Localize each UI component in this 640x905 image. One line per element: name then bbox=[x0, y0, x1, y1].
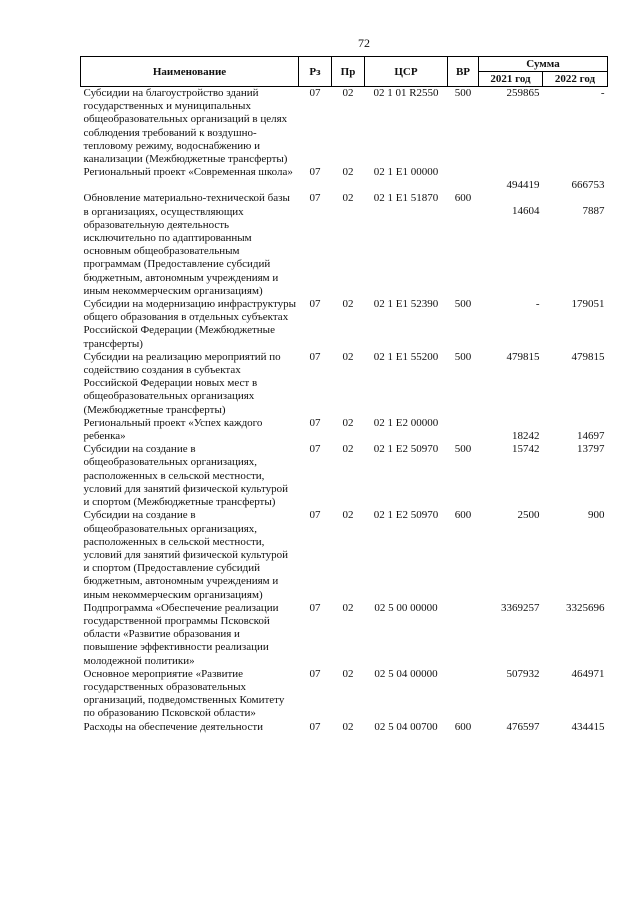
budget-table bbox=[80, 56, 608, 734]
row-pr: 02 bbox=[342, 350, 354, 363]
header-pr: Пр bbox=[332, 57, 365, 87]
table-row bbox=[81, 509, 608, 601]
row-pr: 02 bbox=[342, 192, 354, 205]
row-2022: 179051 bbox=[571, 298, 605, 311]
row-vr: 500 bbox=[454, 298, 472, 311]
row-2021: 494419 bbox=[506, 179, 540, 192]
row-vr: 600 bbox=[454, 192, 472, 205]
row-csr: 02 5 00 00000 bbox=[374, 601, 438, 614]
row-2021: 476597 bbox=[506, 720, 540, 733]
row-2022: - bbox=[600, 87, 605, 99]
table-row bbox=[81, 87, 608, 167]
row-pr: 02 bbox=[342, 443, 354, 456]
row-2022: 900 bbox=[588, 509, 605, 522]
row-name: Субсидии на создание в общеобразовательных организациях, расположенных в сельской местности, условий для занятий физической культурой и спортом (Предоставление субсидий бюджетным, автономным учреждениям и иным некоммерческим организациям) bbox=[83, 509, 289, 601]
header-year-2022: 2022 год bbox=[543, 72, 608, 87]
table-row bbox=[81, 668, 608, 721]
row-2021: 507932 bbox=[506, 667, 540, 680]
row-pr: 02 bbox=[342, 509, 354, 522]
row-vr: 500 bbox=[454, 87, 472, 99]
row-rz: 07 bbox=[309, 192, 321, 205]
row-2021: 14604 bbox=[512, 205, 540, 218]
row-csr: 02 5 04 00000 bbox=[374, 667, 438, 680]
row-2022: 7887 bbox=[582, 205, 605, 218]
row-vr bbox=[448, 417, 479, 443]
row-name: Расходы на обеспечение деятельности bbox=[83, 720, 264, 733]
row-pr: 02 bbox=[342, 416, 354, 429]
row-2022: 14697 bbox=[577, 429, 605, 442]
table-row bbox=[81, 192, 608, 298]
row-vr bbox=[448, 668, 479, 721]
row-pr: 02 bbox=[342, 667, 354, 680]
row-vr: 500 bbox=[454, 443, 472, 456]
row-2021: - bbox=[535, 298, 540, 311]
row-name: Субсидии на реализацию мероприятий по содействию создания в субъектах Российской Федерации новых мест в общеобразовательных организациях (Межбюджетные трансферты) bbox=[83, 350, 281, 416]
table-row bbox=[81, 351, 608, 417]
row-pr: 02 bbox=[342, 298, 354, 311]
row-rz: 07 bbox=[309, 87, 321, 99]
row-name: Субсидии на модернизацию инфраструктуры общего образования в отдельных субъектах Российской Федерации (Межбюджетные трансферты) bbox=[83, 298, 297, 350]
row-2021: 3369257 bbox=[501, 601, 540, 614]
row-vr bbox=[448, 602, 479, 668]
row-name: Субсидии на создание в общеобразовательных организациях, расположенных в сельской местности, условий для занятий физической культурой и спортом (Межбюджетные трансферты) bbox=[83, 443, 289, 509]
row-2021: 479815 bbox=[506, 350, 540, 363]
row-rz: 07 bbox=[309, 298, 321, 311]
table-row bbox=[81, 298, 608, 351]
row-csr: 02 1 E2 00000 bbox=[373, 416, 439, 429]
row-2021: 18242 bbox=[512, 429, 540, 442]
row-rz: 07 bbox=[309, 509, 321, 522]
row-pr: 02 bbox=[342, 601, 354, 614]
header-year-2021: 2021 год bbox=[479, 72, 543, 87]
row-2022: 13797 bbox=[577, 443, 605, 456]
row-name: Субсидии на благоустройство зданий государственных и муниципальных общеобразовательных организаций в целях соблюдения требований к воздушно-тепловому режиму, водоснабжению и канализации (Межбюджетные трансферты) bbox=[83, 87, 288, 166]
table-row bbox=[81, 602, 608, 668]
row-vr: 600 bbox=[454, 720, 472, 733]
row-name: Региональный проект «Успех каждого ребенка» bbox=[83, 416, 263, 443]
header-vr: ВР bbox=[448, 57, 479, 87]
row-2021: 259865 bbox=[506, 87, 540, 99]
row-csr: 02 1 E1 51870 bbox=[373, 192, 439, 205]
row-name: Подпрограмма «Обеспечение реализации государственной программы Псковской области «Развитие образования и повышение эффективности реализации молодежной политики» bbox=[83, 601, 279, 667]
row-vr: 500 bbox=[454, 350, 472, 363]
row-rz: 07 bbox=[309, 720, 321, 733]
row-pr: 02 bbox=[342, 720, 354, 733]
row-csr: 02 1 E2 50970 bbox=[373, 443, 439, 456]
row-name: Обновление материально-технической базы в организациях, осуществляющих образовательную деятельность исключительно по адаптированным основным общеобразовательным программам (Предоставление субсидий бюджетным, автономным учреждениям и иным некоммерческим организациям) bbox=[83, 192, 290, 297]
header-sum: Сумма bbox=[479, 57, 608, 72]
row-pr: 02 bbox=[342, 87, 354, 99]
row-2021: 2500 bbox=[517, 509, 540, 522]
table-row bbox=[81, 166, 608, 192]
row-2022: 464971 bbox=[571, 667, 605, 680]
row-csr: 02 1 01 R2550 bbox=[373, 87, 439, 99]
row-rz: 07 bbox=[309, 350, 321, 363]
row-name: Региональный проект «Современная школа» bbox=[83, 166, 293, 179]
row-csr: 02 1 E1 55200 bbox=[373, 350, 439, 363]
row-2022: 3325696 bbox=[566, 601, 605, 614]
table-row bbox=[81, 721, 608, 734]
row-rz: 07 bbox=[309, 667, 321, 680]
row-csr: 02 1 E1 52390 bbox=[373, 298, 439, 311]
row-2022: 434415 bbox=[571, 720, 605, 733]
header-csr: ЦСР bbox=[365, 57, 448, 87]
row-vr bbox=[448, 166, 479, 192]
row-2021: 15742 bbox=[512, 443, 540, 456]
table-row bbox=[81, 443, 608, 509]
row-name: Основное мероприятие «Развитие государственных образовательных организаций, подведомственных Комитету по образованию Псковской области» bbox=[83, 667, 285, 720]
header-rz: Рз bbox=[299, 57, 332, 87]
row-csr: 02 1 E1 00000 bbox=[373, 166, 439, 179]
row-pr: 02 bbox=[342, 166, 354, 179]
row-2022: 666753 bbox=[571, 179, 605, 192]
row-vr: 600 bbox=[454, 509, 472, 522]
table-row bbox=[81, 417, 608, 443]
row-rz: 07 bbox=[309, 416, 321, 429]
header-name: Наименование bbox=[81, 57, 299, 87]
row-rz: 07 bbox=[309, 443, 321, 456]
row-rz: 07 bbox=[309, 166, 321, 179]
row-csr: 02 5 04 00700 bbox=[374, 720, 438, 733]
row-rz: 07 bbox=[309, 601, 321, 614]
page-number: 72 bbox=[358, 36, 370, 50]
row-csr: 02 1 E2 50970 bbox=[373, 509, 439, 522]
row-2022: 479815 bbox=[571, 350, 605, 363]
